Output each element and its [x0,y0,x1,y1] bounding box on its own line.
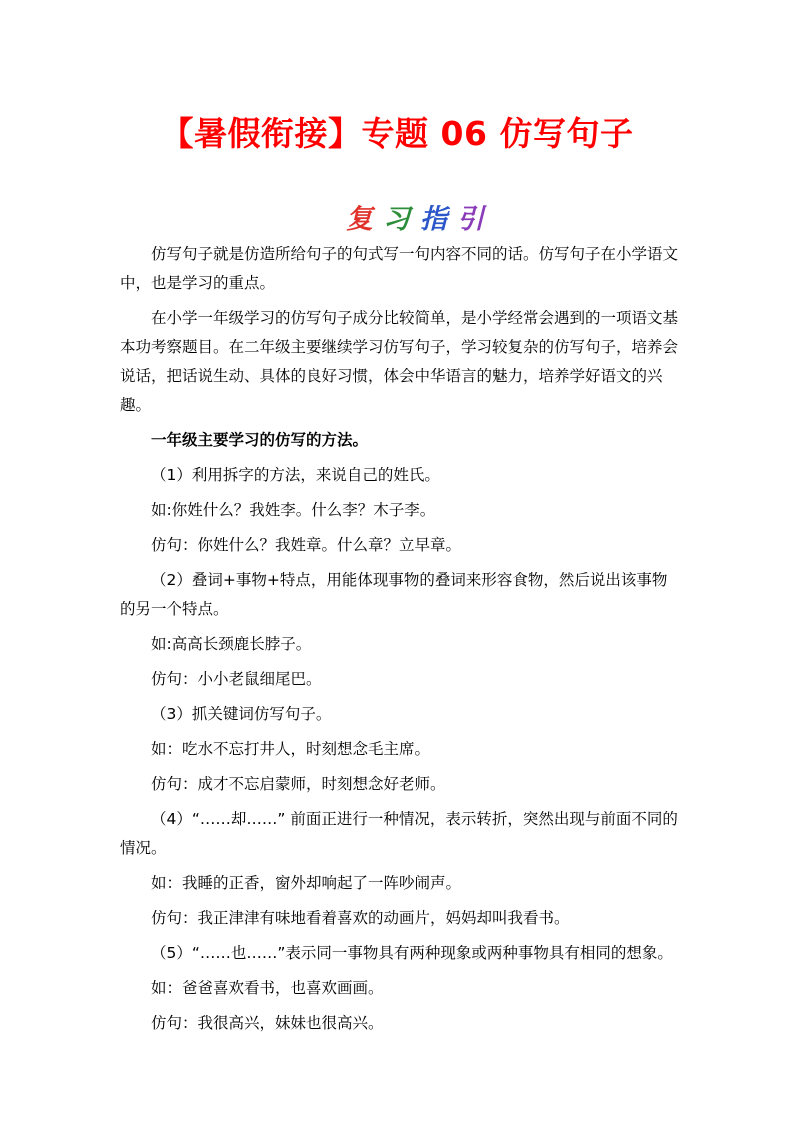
banner-char-1: 复 [346,204,383,235]
imitation-2: 仿句：小小老鼠细尾巴。 [151,670,322,688]
banner-char-4: 引 [457,204,494,235]
method-4: （4）“……却……” 前面正进行一种情况，表示转折，突然出现与前面不同的情况。 [120,810,678,857]
method-2: （2）叠词+事物+特点，用能体现事物的叠词来形容食物，然后说出该事物的另一个特点。 [120,571,668,618]
body-content [120,240,680,1038]
example-3: 如：吃水不忘打井人，时刻想念毛主席。 [151,740,431,758]
imitation-5: 仿句：我很高兴，妹妹也很高兴。 [151,1014,384,1032]
example-2: 如:高高长颈鹿长脖子。 [151,635,312,653]
example-4: 如：我睡的正香，窗外却响起了一阵吵闹声。 [151,874,462,892]
paragraph-overview: 在小学一年级学习的仿写句子成分比较简单，是小学经常会遇到的一项语文基本功考察题目。在二年级主要继续学习仿写句子，学习较复杂的仿写句子，培养会说话，把话说生动、具体的良好习惯，体会中华语言的魅力，培养学好语文的兴趣。 [120,309,679,414]
paragraph-intro: 仿写句子就是仿造所给句子的句式写一句内容不同的话。仿写句子在小学语文中，也是学习的重点。 [120,245,679,292]
section-banner [340,200,500,240]
example-5: 如：爸爸喜欢看书，也喜欢画画。 [151,979,384,997]
banner-char-2: 习 [383,204,420,235]
page-title: 【暑假衔接】专题 06 仿写句子 [160,114,634,153]
imitation-4: 仿句：我正津津有味地看着喜欢的动画片，妈妈却叫我看书。 [151,909,570,927]
example-1: 如:你姓什么？我姓李。什么李？木子李。 [151,501,436,519]
method-3: （3）抓关键词仿写句子。 [151,705,332,723]
section-heading: 一年级主要学习的仿写的方法。 [151,431,369,449]
imitation-1: 仿句：你姓什么？我姓章。什么章？立早章。 [151,536,462,554]
banner-char-3: 指 [420,204,457,235]
method-1: （1）利用拆字的方法，来说自己的姓氏。 [151,466,440,484]
method-5: （5）“……也……”表示同一事物具有两种现象或两种事物具有相同的想象。 [151,944,673,962]
imitation-3: 仿句：成才不忘启蒙师，时刻想念好老师。 [151,775,446,793]
